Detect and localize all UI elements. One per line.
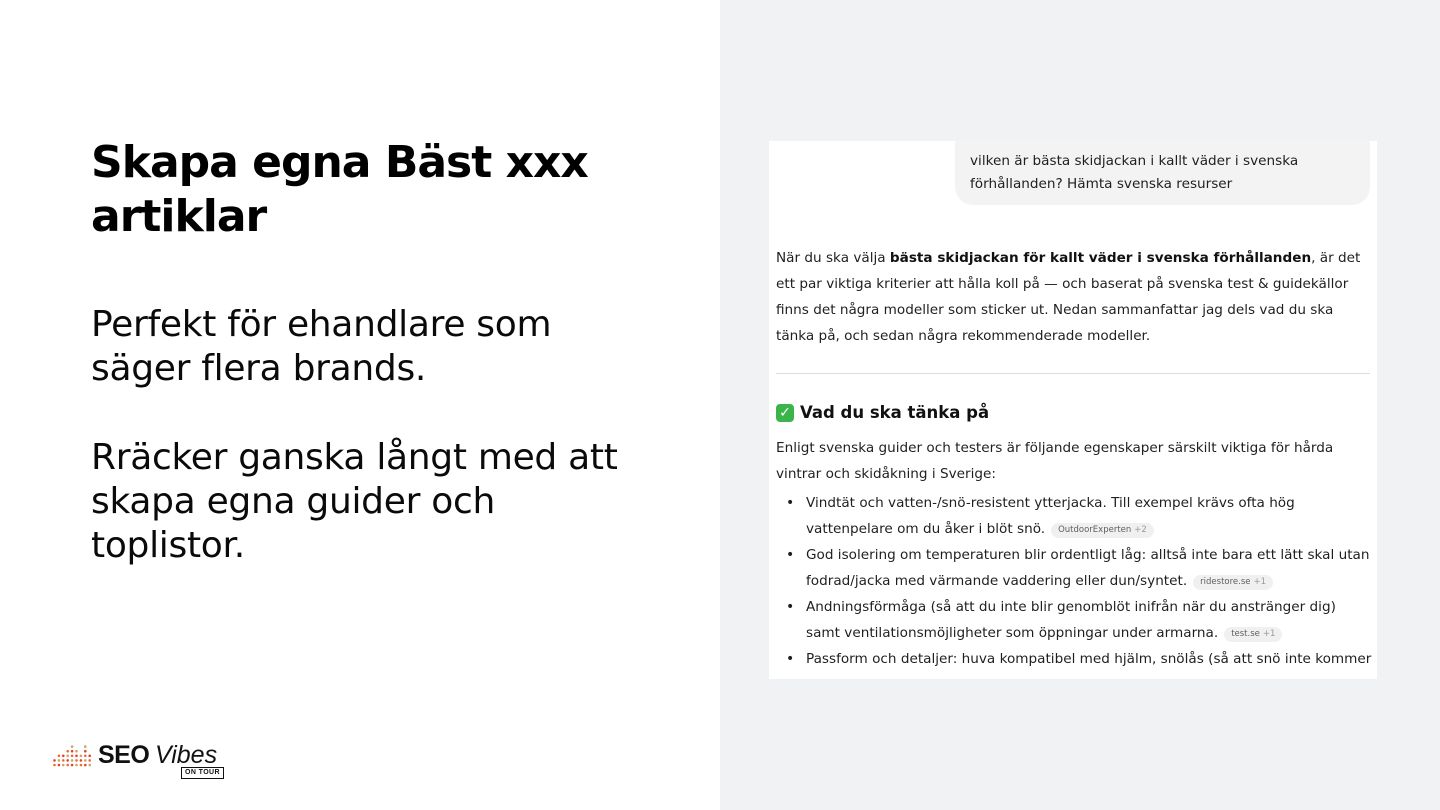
logo-dot bbox=[80, 759, 83, 762]
logo-dot bbox=[80, 764, 83, 767]
logo-dot bbox=[71, 750, 74, 753]
logo-dot bbox=[66, 759, 69, 762]
logo-dot bbox=[62, 764, 65, 767]
chat-screenshot bbox=[769, 141, 1377, 679]
source-chip[interactable] bbox=[1193, 575, 1273, 590]
slide-paragraph-2: Rräcker ganska långt med att skapa egna guider och toplistor. bbox=[91, 437, 618, 566]
check-mark-icon: ✓ bbox=[776, 404, 794, 422]
logo-dot bbox=[84, 750, 87, 753]
list-item-text: God isolering om temperaturen blir ordentligt låg: alltså inte bara ett lätt skal utan fodrad/jacka med värmande vaddering eller dun/syntet. bbox=[806, 547, 1370, 589]
slide-paragraph-1: Perfekt för ehandlare som säger flera brands. bbox=[91, 304, 552, 389]
list-item bbox=[776, 490, 1372, 542]
logo-vibes-text: Vibes bbox=[155, 741, 218, 769]
answer-intro-start: När du ska välja bbox=[776, 250, 890, 266]
source-chip-name: test.se bbox=[1231, 629, 1260, 639]
user-message-bubble: vilken är bästa skidjackan i kallt väder i svenska förhållanden? Hämta svenska resurser bbox=[955, 141, 1370, 205]
list-item-text: Vindtät och vatten-/snö-resistent ytterjacka. Till exempel krävs ofta hög vattenpelare om du åker i blöt snö. bbox=[806, 495, 1295, 537]
section-heading-text: Vad du ska tänka på bbox=[800, 403, 990, 422]
logo-dot bbox=[62, 755, 65, 758]
logo-dot bbox=[62, 759, 65, 762]
logo-dot bbox=[80, 755, 83, 758]
logo-dot bbox=[66, 755, 69, 758]
source-chip-count: +2 bbox=[1134, 525, 1147, 535]
answer-intro bbox=[776, 245, 1372, 349]
list-item-text: Andningsförmåga (så att du inte blir genomblöt inifrån när du anstränger dig) samt ventilationsmöjligheter som öppningar under armarna. bbox=[806, 599, 1336, 641]
list-item bbox=[776, 646, 1372, 672]
logo-dot bbox=[75, 750, 78, 753]
source-chip[interactable] bbox=[1051, 523, 1154, 538]
source-chip-name: ridestore.se bbox=[1200, 577, 1251, 587]
source-chip-count: +1 bbox=[1253, 577, 1267, 587]
answer-intro-bold: bästa skidjackan för kallt väder i svenska förhållanden bbox=[889, 250, 1312, 266]
logo-dot bbox=[71, 745, 74, 748]
logo-dot bbox=[53, 764, 56, 767]
seovibes-logo bbox=[52, 734, 252, 782]
logo-dot bbox=[58, 764, 61, 767]
logo-dot bbox=[58, 759, 61, 762]
source-chip-name: OutdoorExperten bbox=[1058, 525, 1132, 535]
source-chip-count: +1 bbox=[1262, 629, 1276, 639]
section-intro: Enligt svenska guider och testers är följande egenskaper särskilt viktiga för hårda vintrar och skidåkning i Sverige: bbox=[776, 440, 1334, 482]
logo-dot bbox=[66, 750, 69, 753]
logo-dot bbox=[71, 764, 74, 767]
logo-dot bbox=[88, 755, 91, 758]
logo-dot bbox=[75, 759, 78, 762]
logo-dot bbox=[75, 755, 78, 758]
section-heading bbox=[776, 400, 1366, 426]
logo-dot bbox=[71, 759, 74, 762]
logo-dot bbox=[88, 764, 91, 767]
source-chip[interactable] bbox=[1224, 627, 1282, 642]
logo-dot bbox=[53, 759, 56, 762]
logo-dot bbox=[66, 764, 69, 767]
logo-dot bbox=[84, 755, 87, 758]
logo-dot bbox=[88, 759, 91, 762]
list-item bbox=[776, 542, 1372, 594]
logo-dot bbox=[84, 759, 87, 762]
logo-dot bbox=[84, 745, 87, 748]
equalizer-dots-icon bbox=[52, 734, 94, 768]
list-item bbox=[776, 594, 1372, 646]
logo-dot bbox=[58, 755, 61, 758]
answer-intro-end: , är det ett par viktiga kriterier att hålla koll på — och baserat på svenska test & guidekällor finns det några modeller som sticker ut. Nedan sammanfattar jag dels vad du ska tänka på, och sedan några rekommenderade modeller. bbox=[776, 250, 1361, 344]
slide-title: Skapa egna Bäst xxx artiklar bbox=[91, 137, 588, 242]
logo-dot bbox=[84, 764, 87, 767]
list-item-text: Passform och detaljer: huva kompatibel med hjälm, snölås (så att snö inte kommer bbox=[806, 651, 1372, 667]
logo-dot bbox=[75, 764, 78, 767]
section-divider bbox=[776, 373, 1370, 374]
logo-dot bbox=[71, 755, 74, 758]
logo-on-tour-badge: ON TOUR bbox=[181, 767, 224, 779]
criteria-list bbox=[776, 490, 1372, 672]
logo-seo-text: SEO bbox=[98, 741, 150, 769]
